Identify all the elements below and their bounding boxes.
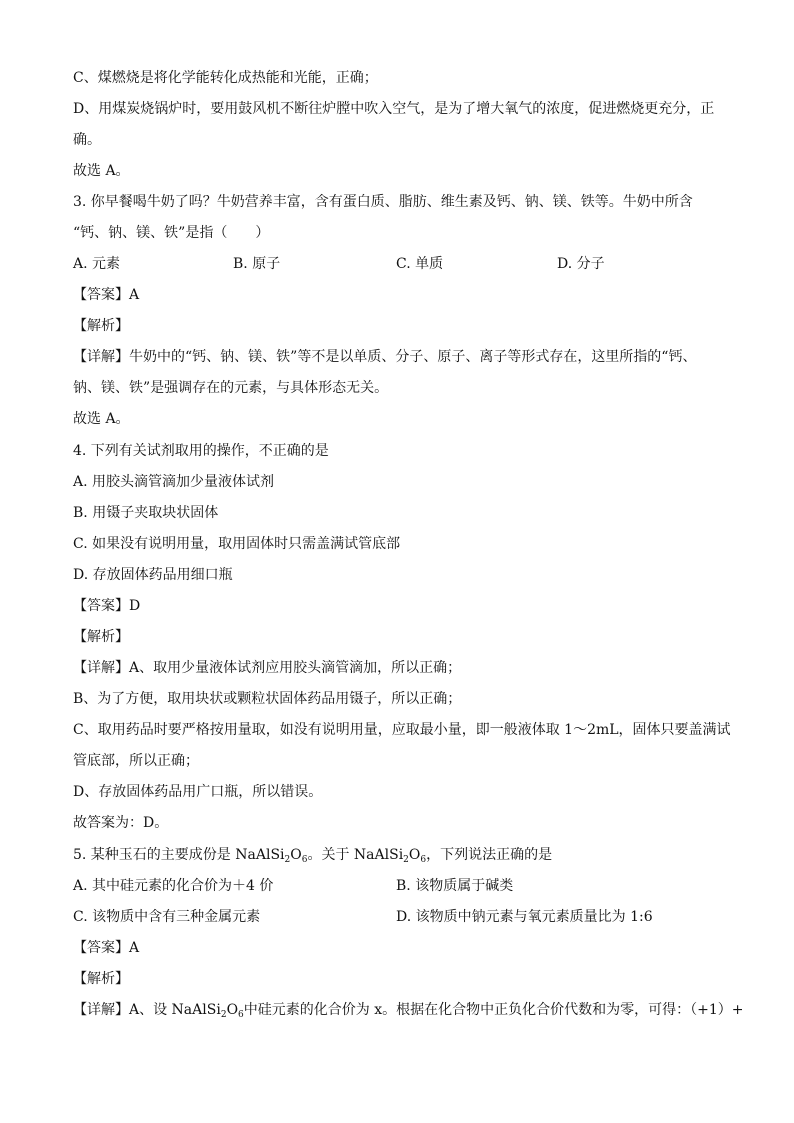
q5-analysis-tag: 【解析】 — [73, 971, 129, 987]
text-line: B、为了方便，取用块状或颗粒状固体药品用镊子，所以正确； — [73, 691, 462, 707]
q5-option-b: B. 该物质属于碱类 — [396, 878, 514, 894]
question-4-stem: 4. 下列有关试剂取用的操作，不正确的是 — [73, 443, 329, 459]
explanation-tag: 【详解】 — [73, 660, 129, 676]
q5-option-d: D. 该物质中钠元素与氧元素质量比为 1:6 — [396, 909, 653, 925]
q3-analysis-tag: 【解析】 — [73, 318, 129, 334]
subscript: 2 — [220, 1010, 227, 1020]
answer-tag: 【答案】 — [73, 598, 129, 614]
text-line: 管底部，所以正确； — [73, 753, 199, 769]
text-line: D、存放固体药品用广口瓶，所以错误。 — [73, 784, 323, 800]
subscript: 2 — [403, 855, 409, 865]
text-line: 故选 A。 — [73, 411, 130, 427]
text-span: 。关于 NaAlSi — [307, 847, 404, 863]
answer-value: D — [129, 598, 141, 614]
q4-option-c: C. 如果没有说明用量，取用固体时只需盖满试管底部 — [73, 536, 401, 552]
text-span: O — [226, 1002, 239, 1018]
subscript: 6 — [301, 855, 308, 865]
q3-answer — [73, 285, 139, 305]
text-span: 中硅元素的化合价为 x。根据在化合物中正负化合价代数和为零，可得：（+1）+ — [243, 1002, 744, 1018]
text-line: D、用煤炭烧锅炉时，要用鼓风机不断往炉膛中吹入空气，是为了增大氧气的浓度，促进燃烧更充分，正 — [73, 101, 715, 117]
explanation-text: A、取用少量液体试剂应用胶头滴管滴加，所以正确； — [129, 660, 462, 676]
q5-option-c: C. 该物质中含有三种金属元素 — [73, 909, 261, 925]
explanation-tag: 【详解】 — [73, 1002, 129, 1018]
text-span: 5. 某种玉石的主要成份是 NaAlSi — [73, 847, 285, 863]
subscript: 2 — [284, 855, 291, 865]
q3-option-d: D. 分子 — [557, 256, 605, 272]
text-span: A、设 NaAlSi — [129, 1002, 221, 1018]
text-span: O — [408, 847, 421, 863]
question-5-stem — [73, 845, 552, 865]
answer-tag: 【答案】 — [73, 287, 129, 303]
answer-tag: 【答案】 — [73, 940, 129, 956]
answer-value: A — [129, 940, 140, 956]
q4-analysis-tag: 【解析】 — [73, 629, 129, 645]
subscript: 6 — [238, 1010, 244, 1020]
text-line: 故选 A。 — [73, 163, 130, 179]
q4-option-d: D. 存放固体药品用细口瓶 — [73, 567, 233, 583]
q5-option-a: A. 其中硅元素的化合价为＋4 价 — [73, 878, 274, 894]
question-3-stem: 3. 你早餐喝牛奶了吗？牛奶营养丰富，含有蛋白质、脂肪、维生素及钙、钠、镁、铁等。牛奶中所含 — [73, 194, 693, 210]
q3-option-c: C. 单质 — [396, 256, 444, 272]
text-line: 确。 — [73, 132, 101, 148]
question-3-stem: “钙、钠、镁、铁”是指（ ） — [73, 225, 270, 241]
q5-explanation — [73, 1000, 744, 1020]
subscript: 6 — [420, 855, 427, 865]
explanation-text: 牛奶中的“钙、钠、镁、铁”等不是以单质、分子、原子、离子等形式存在，这里所指的“钙、 — [129, 349, 697, 365]
text-line: C、取用药品时要严格按用量取，如没有说明用量，应取最小量，即一般液体取 1～2mL，固体只要盖满试 — [73, 722, 731, 738]
q4-explanation — [73, 658, 461, 678]
answer-value: A — [129, 287, 140, 303]
text-line: 故答案为：D。 — [73, 815, 169, 831]
q5-answer — [73, 938, 139, 958]
explanation-tag: 【详解】 — [73, 349, 129, 365]
text-line: 钠、镁、铁”是强调存在的元素，与具体形态无关。 — [73, 380, 389, 396]
text-line: C、煤燃烧是将化学能转化成热能和光能，正确； — [73, 70, 378, 86]
q4-answer — [73, 596, 140, 616]
q3-explanation — [73, 347, 696, 367]
text-span: O — [290, 847, 302, 863]
q4-option-b: B. 用镊子夹取块状固体 — [73, 505, 219, 521]
q4-option-a: A. 用胶头滴管滴加少量液体试剂 — [73, 474, 275, 490]
text-span: ，下列说法正确的是 — [426, 847, 553, 863]
q3-option-b: B. 原子 — [233, 256, 281, 272]
q3-option-a: A. 元素 — [73, 256, 121, 272]
